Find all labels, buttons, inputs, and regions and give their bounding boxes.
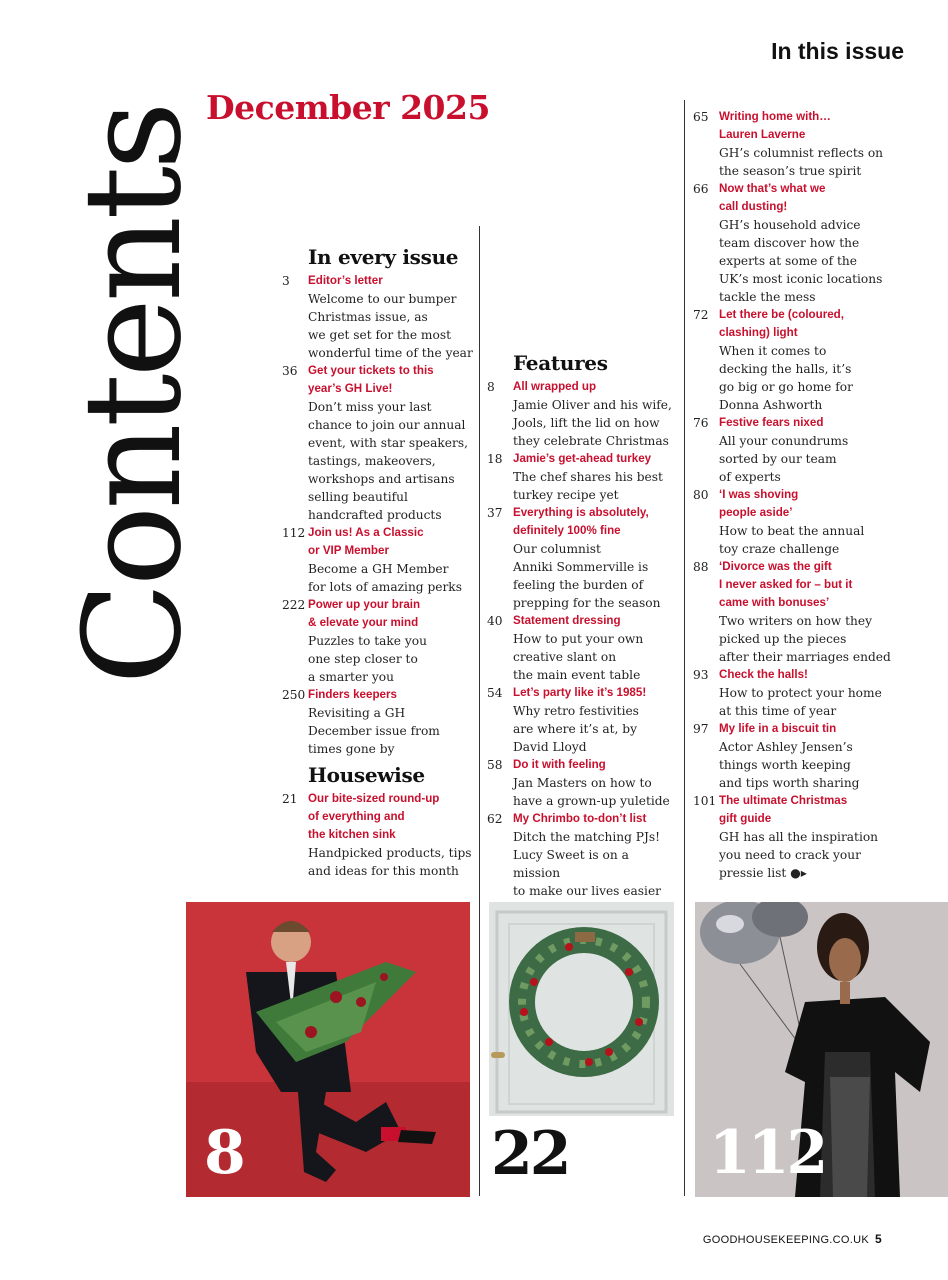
entry-description: Why retro festivities are where it’s at, by David Lloyd [513,704,639,754]
entry-page-number: 76 [693,416,709,430]
entry-page-number: 101 [693,794,717,808]
page-number: 5 [875,1232,882,1246]
in-every-issue-section [282,244,474,758]
entry-description: Ditch the matching PJs! Lucy Sweet is on a mission to make our lives easier [513,830,661,898]
wreath-photo-illustration [489,902,674,1116]
entry-description: Two writers on how they picked up the pieces after their marriages ended [719,614,891,664]
contents-entry[interactable] [693,414,893,486]
photo-page-number: 22 [491,1119,569,1189]
entry-description: Revisiting a GH December issue from times gone by [308,706,440,756]
entry-title[interactable]: Do it with feeling [513,758,606,771]
entry-title[interactable]: Jamie’s get-ahead turkey [513,452,652,465]
entry-page-number: 93 [693,668,709,682]
column-divider [479,226,480,1196]
entry-page-number: 21 [282,792,298,806]
contents-entry[interactable] [693,108,893,180]
contents-entry[interactable] [282,524,474,596]
entry-description: The chef shares his best turkey recipe yet [513,470,663,502]
page-footer [703,1232,882,1246]
entry-title[interactable]: Let there be (coloured, clashing) light [719,308,844,339]
entry-title[interactable]: Join us! As a Classic or VIP Member [308,526,424,557]
entry-description: All your conundrums sorted by our team of experts [719,434,849,484]
entry-page-number: 8 [487,380,495,394]
entry-description: Don’t miss your last chance to join our annual event, with star speakers, tastings, makeovers, workshops and artisans selling beautiful handcrafted products [308,400,468,522]
entry-page-number: 72 [693,308,709,322]
photo-page-number: 112 [709,1118,826,1188]
section-heading: In every issue [308,245,459,269]
contents-entry[interactable] [487,684,677,756]
entry-title[interactable]: Power up your brain & elevate your mind [308,598,421,629]
entry-page-number: 66 [693,182,709,196]
entry-page-number: 54 [487,686,503,700]
contents-entry[interactable] [693,558,893,666]
entry-description: GH’s household advice team discover how the experts at some of the UK’s most iconic locations tackle the mess [719,218,883,304]
entry-page-number: 65 [693,110,709,124]
contents-entry[interactable] [282,686,474,758]
entry-title[interactable]: ‘Divorce was the gift I never asked for – but it came with bonuses’ [719,560,853,609]
entry-title[interactable]: My Chrimbo to-don’t list [513,812,647,825]
entry-page-number: 58 [487,758,503,772]
entry-page-number: 80 [693,488,709,502]
housewise-section [282,762,474,880]
issue-date: December 2025 [206,88,490,127]
entry-title[interactable]: Statement dressing [513,614,621,627]
entry-title[interactable]: Everything is absolutely, definitely 100% fine [513,506,649,537]
entry-page-number: 222 [282,598,306,612]
section-heading: Housewise [308,763,425,787]
entry-title[interactable]: Editor’s letter [308,274,383,287]
contents-entry[interactable] [693,720,893,792]
photo-wreath[interactable] [489,902,674,1116]
entry-page-number: 40 [487,614,503,628]
entry-description: Our columnist Anniki Sommerville is feeling the burden of prepping for the season [513,542,661,610]
entry-page-number: 88 [693,560,709,574]
entry-title[interactable]: The ultimate Christmas gift guide [719,794,848,825]
contents-entry[interactable] [487,378,677,450]
entry-page-number: 36 [282,364,298,378]
entry-description: Puzzles to take you one step closer to a smarter you [308,634,427,684]
entry-page-number: 250 [282,688,306,702]
contents-entry[interactable] [282,596,474,686]
entry-description: How to beat the annual toy craze challenge [719,524,865,556]
contents-entry[interactable] [693,792,893,882]
entry-title[interactable]: Check the halls! [719,668,808,681]
entry-description: How to put your own creative slant on the main event table [513,632,644,682]
entry-title[interactable]: Festive fears nixed [719,416,824,429]
contents-entry[interactable] [693,180,893,306]
entry-page-number: 3 [282,274,290,288]
entry-title[interactable]: Now that’s what we call dusting! [719,182,826,213]
contents-entry[interactable] [487,450,677,504]
entry-title[interactable]: Get your tickets to this year’s GH Live! [308,364,434,395]
entry-title[interactable]: Writing home with… Lauren Laverne [719,110,831,141]
entry-page-number: 97 [693,722,709,736]
entry-description: When it comes to decking the halls, it’s go big or go home for Donna Ashworth [719,344,853,412]
entry-description: Become a GH Member for lots of amazing perks [308,562,462,594]
entry-description: Jamie Oliver and his wife, Jools, lift the lid on how they celebrate Christmas [513,398,672,448]
entry-description: Actor Ashley Jensen’s things worth keeping and tips worth sharing [719,740,860,790]
photo-jamie-oliver[interactable] [186,902,470,1197]
contents-entry[interactable] [282,790,474,880]
section-heading: Features [513,351,608,375]
entry-title[interactable]: My life in a biscuit tin [719,722,837,735]
entry-title[interactable]: ‘I was shoving people aside’ [719,488,799,519]
contents-entry[interactable] [282,272,474,362]
contents-entry[interactable] [487,756,677,810]
entry-description: Welcome to our bumper Christmas issue, as we get set for the most wonderful time of the year [308,292,473,360]
photo-ashley-jensen[interactable] [695,902,948,1197]
entry-description: How to protect your home at this time of year [719,686,882,718]
entry-title[interactable]: Our bite-sized round-up of everything and the kitchen sink [308,792,440,841]
section-label: In this issue [771,38,904,64]
contents-entry[interactable] [693,486,893,558]
entry-description: GH has all the inspiration you need to crack your pressie list ●▸ [719,830,879,880]
entry-page-number: 112 [282,526,306,540]
photo-page-number: 8 [204,1118,243,1188]
column-divider [684,100,685,1196]
contents-entry[interactable] [487,612,677,684]
features-section [487,350,677,900]
entry-page-number: 62 [487,812,503,826]
entry-description: Handpicked products, tips and ideas for this month [308,846,472,878]
entry-page-number: 37 [487,506,503,520]
more-features-section [693,108,893,882]
contents-entry[interactable] [487,504,677,612]
contents-title-text: Contents [55,105,211,685]
contents-entry[interactable] [693,306,893,414]
contents-entry[interactable] [693,666,893,720]
entry-description: GH’s columnist reflects on the season’s true spirit [719,146,884,178]
contents-entry[interactable] [487,810,677,900]
entry-page-number: 18 [487,452,503,466]
contents-title [55,90,211,700]
entry-title[interactable]: Let’s party like it’s 1985! [513,686,647,699]
site-url[interactable]: GOODHOUSEKEEPING.CO.UK [702,1234,870,1246]
contents-entry[interactable] [282,362,474,524]
entry-title[interactable]: All wrapped up [513,380,597,393]
entry-title[interactable]: Finders keepers [308,688,397,701]
entry-description: Jan Masters on how to have a grown-up yuletide [513,776,670,808]
